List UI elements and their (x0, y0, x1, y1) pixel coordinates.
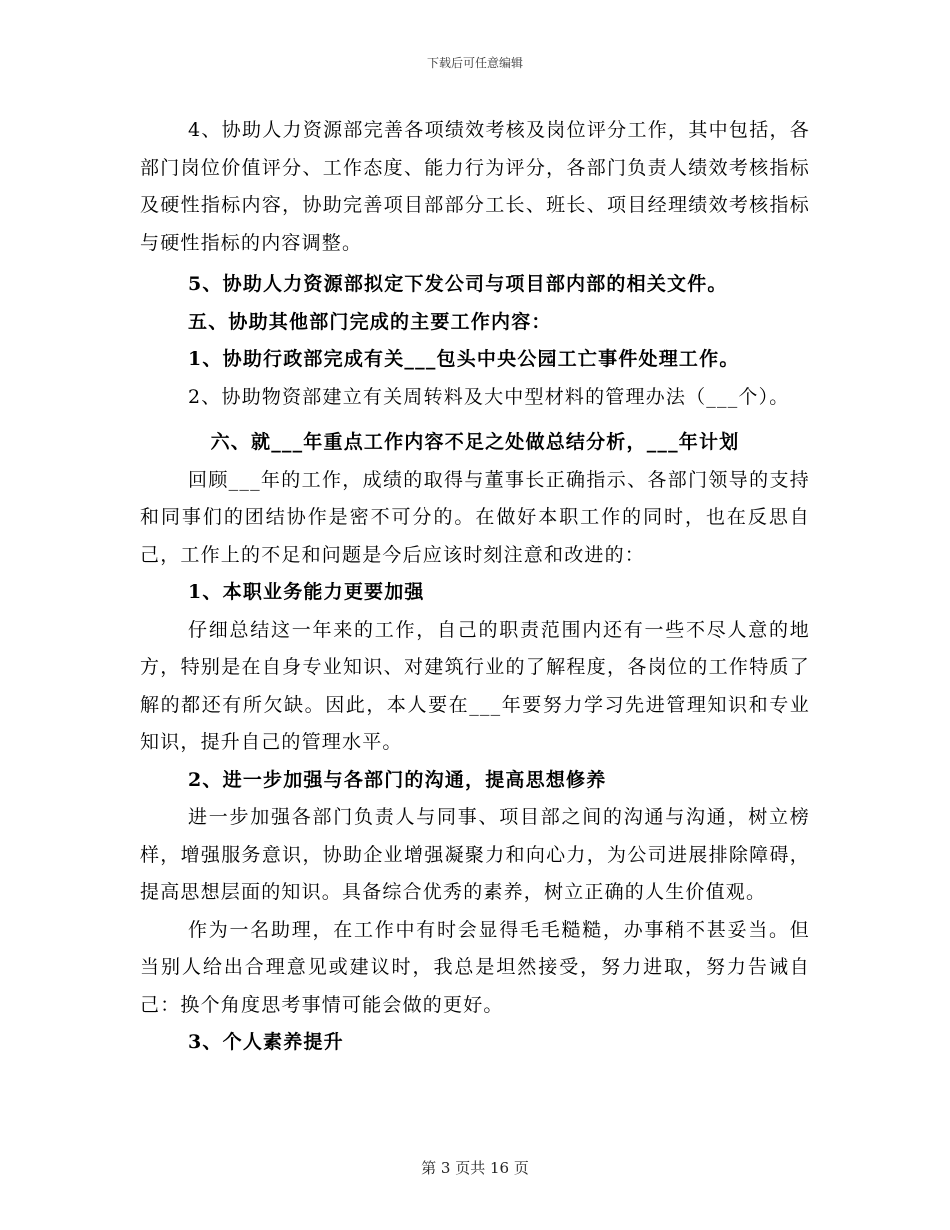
header-note: 下载后可任意编辑 (426, 56, 523, 70)
paragraph-five-item-1: 1、协助行政部完成有关___包头中央公园工亡事件处理工作。 (188, 348, 740, 370)
paragraph-assistant: 作为一名助理，在工作中有时会显得毛毛糙糙，办事稍不甚妥当。但当别人给出合理意见或建议时，我总是坦然接受，努力进取，努力告诫自己：换个角度思考事情可能会做的更好。 (140, 918, 810, 1016)
paragraph-five-item-2: 2、协助物资部建立有关周转料及大中型材料的管理办法（___个）。 (188, 385, 790, 408)
page-number: 第 3 页共 16 页 (421, 1159, 529, 1177)
document-body (140, 112, 810, 1062)
paragraph-item-5: 5、协助人力资源部拟定下发公司与项目部内部的相关文件。 (188, 273, 728, 295)
subheading-3: 3、个人素养提升 (188, 1031, 344, 1053)
paragraph-subheading-1: 仔细总结这一年来的工作，自己的职责范围内还有一些不尽人意的地方，特别是在自身专业知识、对建筑行业的了解程度，各岗位的工作特质了解的都还有所欠缺。因此，本人要在___年要努力学习先进管理知识和专业知识，提升自己的管理水平。 (140, 618, 810, 753)
subheading-1: 1、本职业务能力更要加强 (188, 581, 425, 603)
paragraph-review: 回顾___年的工作，成绩的取得与董事长正确指示、各部门领导的支持和同事们的团结协作是密不可分的。在做好本职工作的同时，也在反思自己，工作上的不足和问题是今后应该时刻注意和改进的： (140, 468, 810, 566)
section-heading-six: 六、就___年重点工作内容不足之处做总结分析，___年计划 (210, 431, 740, 453)
paragraph-item-4: 4、协助人力资源部完善各项绩效考核及岗位评分工作，其中包括，各部门岗位价值评分、工作态度、能力行为评分，各部门负责人绩效考核指标及硬性指标内容，协助完善项目部部分工长、班长、项目经理绩效考核指标与硬性指标的内容调整。 (140, 119, 810, 254)
section-heading-five: 五、协助其他部门完成的主要工作内容： (188, 310, 552, 333)
subheading-2: 2、进一步加强与各部门的沟通，提高思想修养 (188, 768, 607, 791)
paragraph-subheading-2: 进一步加强各部门负责人与同事、项目部之间的沟通与沟通，树立榜样，增强服务意识，协助企业增强凝聚力和向心力，为公司进展排除障碍，提高思想层面的知识。具备综合优秀的素养，树立正确的人生价值观。 (140, 806, 810, 903)
